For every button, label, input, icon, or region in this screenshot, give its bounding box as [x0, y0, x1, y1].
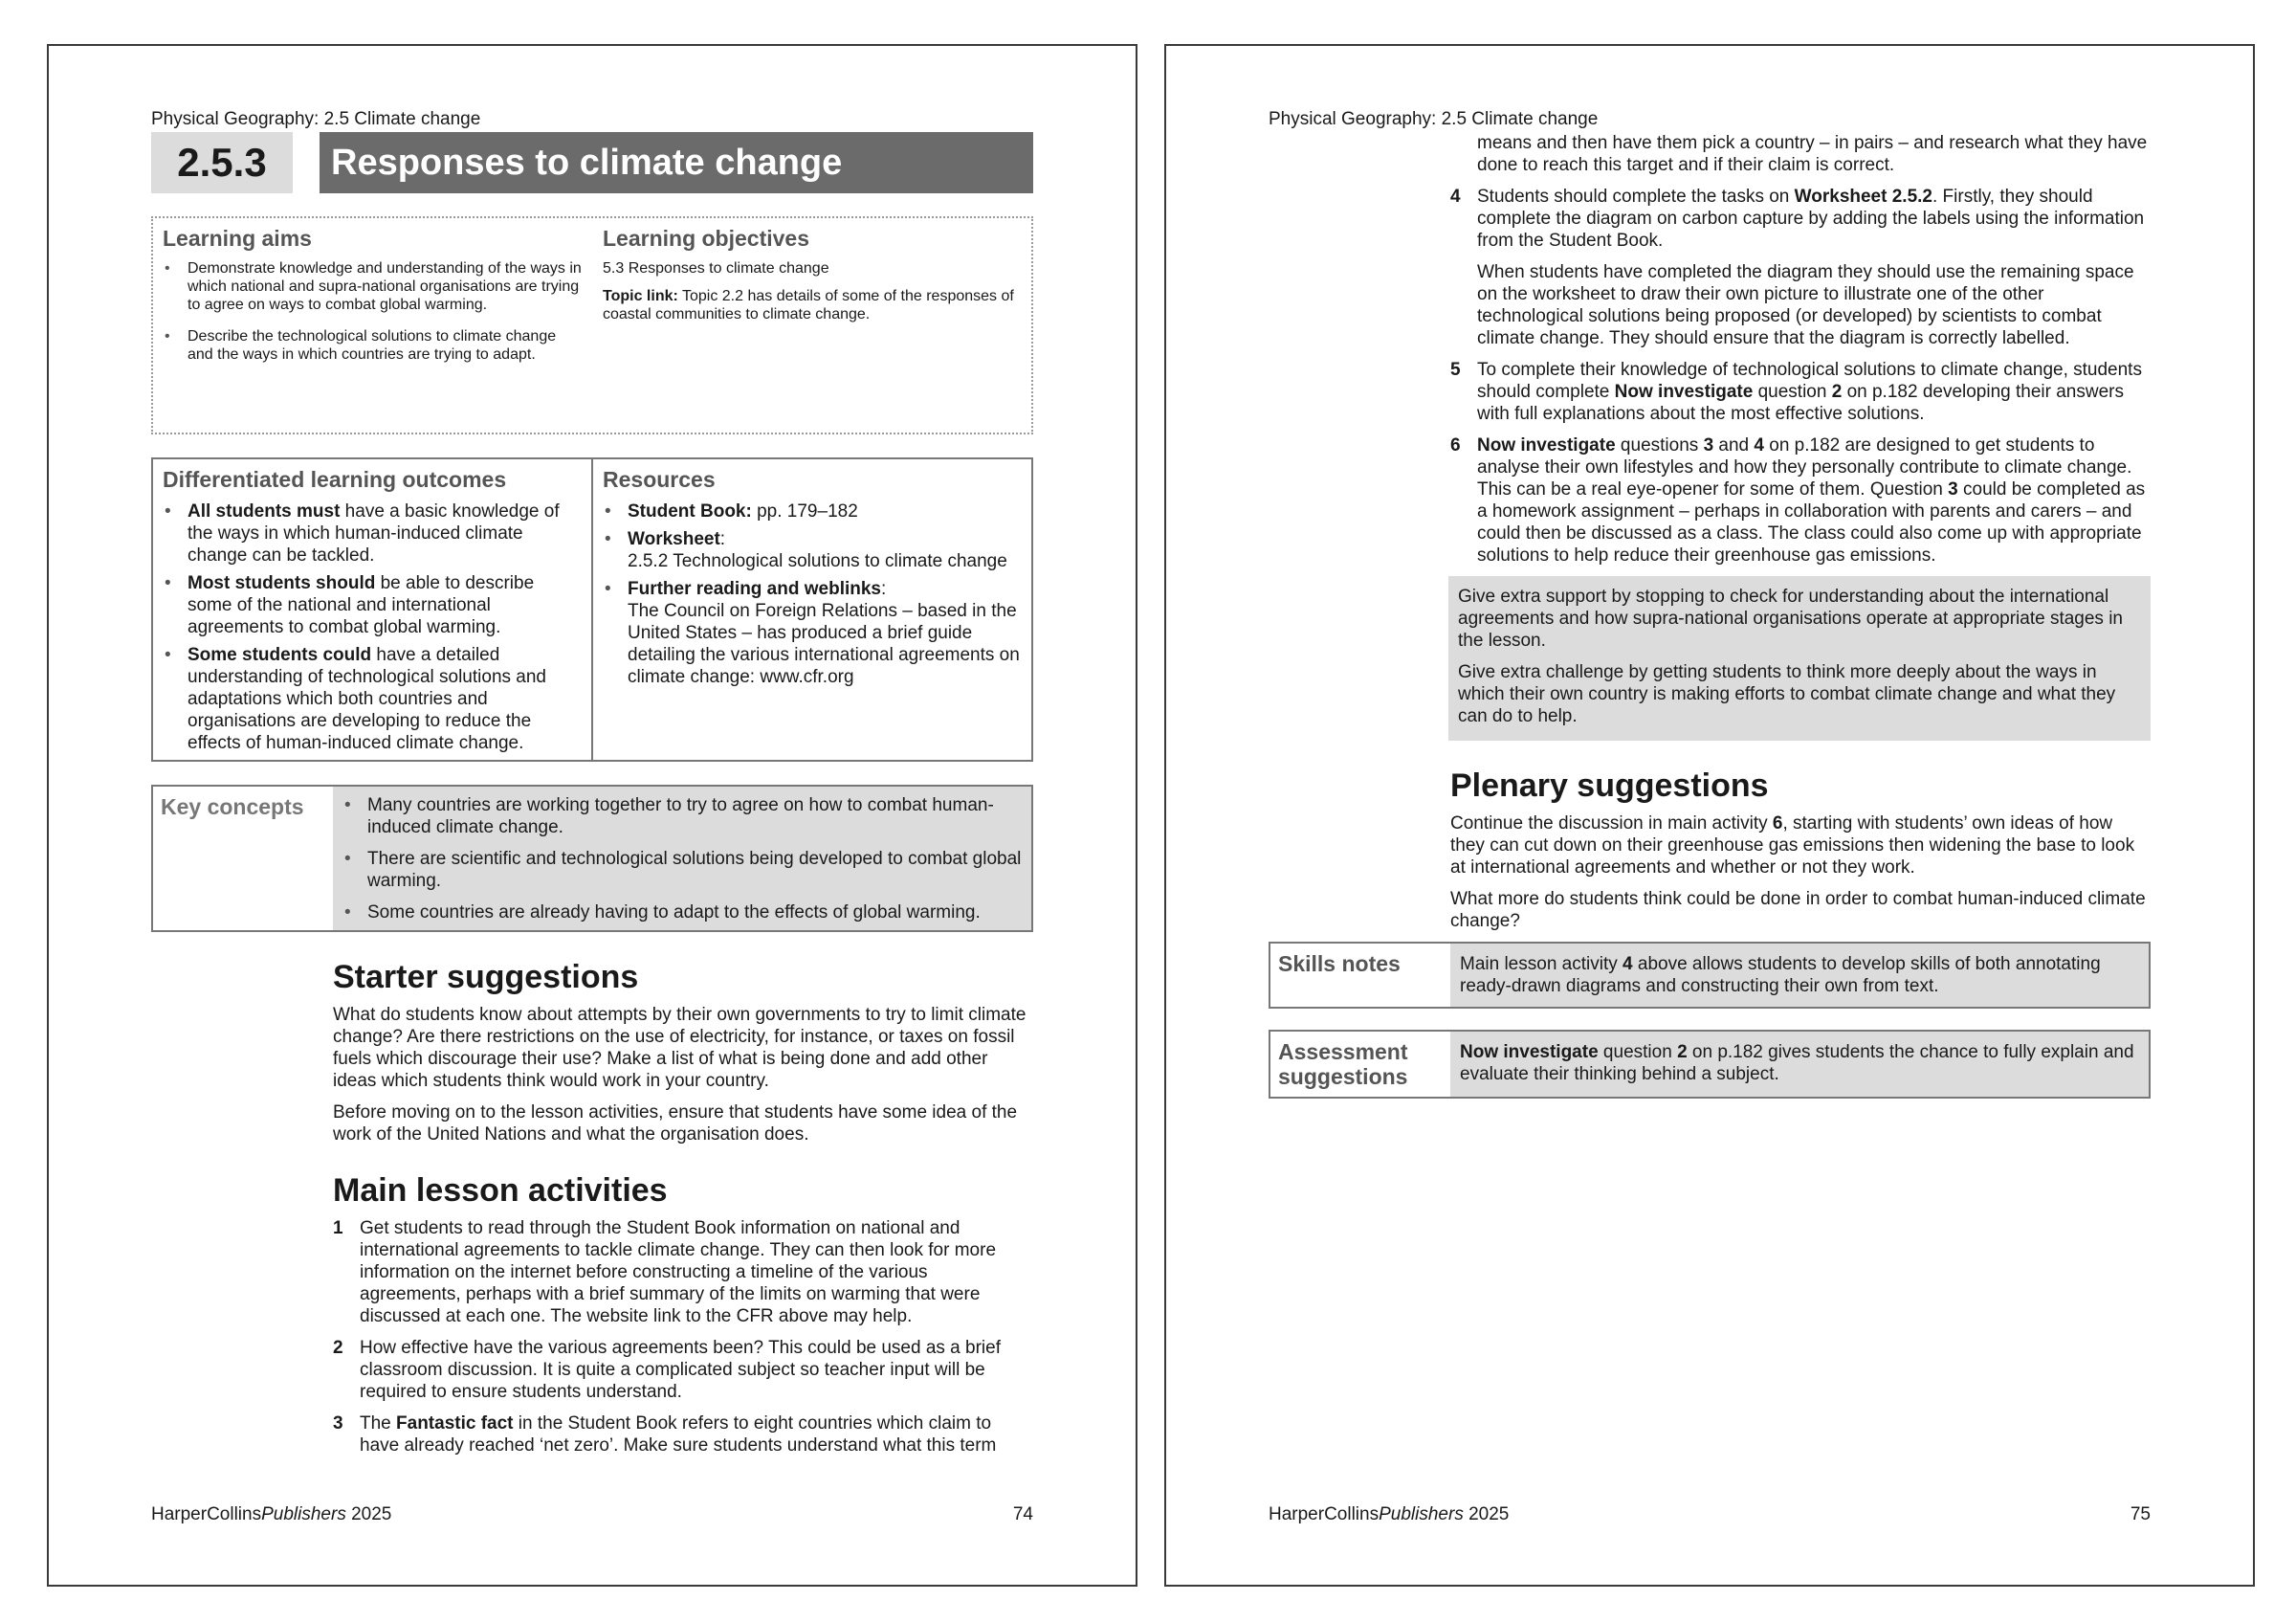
left-page-content	[151, 109, 1033, 1466]
activity-item	[1450, 434, 2151, 567]
resource-label: Further reading and weblinks	[628, 579, 881, 599]
learning-aim-item: • Demonstrate knowledge and understanding of the ways in which national and supra-national organisations are trying to agree on ways to combat global warming.	[188, 259, 584, 314]
footer	[151, 1504, 1033, 1525]
activity-item	[333, 1337, 1033, 1403]
activity-bold: 3	[1703, 435, 1714, 456]
activity-item	[333, 1412, 1033, 1456]
activity-text: When students have completed the diagram they should use the remaining space on the worksheet to draw their own picture to illustrate one of the other technological solutions being proposed (or developed) by scientists to combat climate change. They should ensure that the diagram is correctly labelled.	[1477, 262, 2134, 348]
key-concept-item: • Some countries are already having to adapt to the effects of global warming.	[367, 901, 1022, 923]
right-page-content	[1269, 109, 2151, 1099]
activity-text: and	[1713, 435, 1755, 456]
activity-text: Get students to read through the Student Book information on national and international agreements to tackle climate change. They can then look for more information on the internet before constructing a timeline of the various agreements, perhaps with a brief summary of the limits on warming that were discussed at each one. The website link to the CFR above may help.	[360, 1218, 997, 1326]
resources	[593, 459, 1031, 760]
activity-bold: 3	[1948, 479, 1958, 500]
activity-text: on p.182 are designed to get students to analyse their own lifestyles and how they personally contribute to climate change. This can be a real eye-opener for some of them. Question	[1477, 435, 2132, 500]
resource-detail: The Council on Foreign Relations – based in the United States – has produced a brief guide detailing the various international agreements on climate change: www.cfr.org	[628, 601, 1020, 687]
activity-text: on p.182 developing their answers with full explanations about the most effective solutions.	[1477, 382, 2124, 424]
key-concept-item: • There are scientific and technological solutions being developed to combat global warming.	[367, 848, 1022, 892]
outcome-item	[188, 500, 582, 567]
plenary-paragraph: What more do students think could be done in order to combat human-induced climate change?	[1450, 889, 2146, 931]
support-challenge-box	[1448, 576, 2151, 741]
outcome-item	[188, 572, 582, 638]
starter-section	[333, 959, 1033, 1456]
activity-number: 3	[333, 1413, 343, 1434]
resource-item	[628, 528, 1022, 572]
activity-text: How effective have the various agreements been? This could be used as a brief classroom discussion. It is quite a complicated subject so teacher input will be required to ensure students understand.	[360, 1338, 1001, 1402]
skills-notes-label: Skills notes	[1278, 951, 1401, 976]
plenary-paragraph: Continue the discussion in main activity 6, starting with students’ own ideas of how they can cut down on their greenhouse gas emissions then widening the base to look at international agreements and whether or not they work.	[1450, 813, 2135, 878]
page-number: 74	[1012, 1504, 1033, 1524]
learning-aims-heading: Learning aims	[163, 226, 312, 251]
resource-text: :	[881, 579, 887, 599]
publisher: HarperCollinsPublishers 2025	[151, 1504, 392, 1524]
activity-number: 1	[333, 1218, 343, 1238]
key-concepts-list	[333, 787, 1031, 930]
activity-bold: 4	[1754, 435, 1764, 456]
activity-item	[1450, 186, 2151, 349]
resource-label: Student Book:	[628, 501, 752, 522]
page-number: 75	[2130, 1504, 2151, 1524]
assessment-label: Assessment suggestions	[1278, 1039, 1408, 1089]
footer	[1269, 1504, 2151, 1525]
outcome-text: be able to describe some of the national and international agreements to combat global warming.	[188, 573, 535, 637]
support-paragraph: Give extra support by stopping to check for understanding about the international agreements and how supra-national organisations operate at appropriate stages in the lesson.	[1458, 587, 2124, 651]
learning-aims	[153, 218, 593, 433]
assessment-text: Now investigate question 2 on p.182 gives students the chance to fully explain and evaluate their thinking behind a subject.	[1450, 1032, 2149, 1097]
skills-notes-text: Main lesson activity 4 above allows students to develop skills of both annotating ready-drawn diagrams and constructing their own from text.	[1450, 944, 2149, 1007]
activity-number: 6	[1450, 435, 1461, 456]
assessment-box	[1269, 1030, 2151, 1099]
outcome-level: Some students could	[188, 645, 372, 665]
activity-text: questions	[1615, 435, 1704, 456]
main-activities-continued	[1450, 132, 2151, 567]
activity-bold: Worksheet 2.5.2	[1794, 187, 1932, 207]
activity-number: 2	[333, 1338, 343, 1358]
resource-item	[628, 500, 1022, 522]
plenary-section	[1450, 767, 2151, 932]
activity-text: To complete their knowledge of technological solutions to climate change, students should complete	[1477, 360, 2142, 402]
activity-item	[333, 1217, 1033, 1327]
main-activities-list	[333, 1217, 1033, 1456]
activity-number: 5	[1450, 360, 1461, 380]
aims-objectives-box	[151, 216, 1033, 434]
running-head: Physical Geography: 2.5 Climate change	[1269, 109, 1599, 129]
activity-text: Students should complete the tasks on	[1477, 187, 1795, 207]
activity-bold: Now investigate	[1477, 435, 1616, 456]
resource-text: :	[719, 529, 726, 549]
main-activities-heading: Main lesson activities	[333, 1172, 668, 1209]
activity-text: could be completed as a homework assignment – perhaps in collaboration with parents and carers – and could then be discussed as a class. The class could also come up with appropriate solutions to help reduce their greenhouse gas emissions.	[1477, 479, 2146, 566]
topic-title: Responses to climate change	[320, 132, 1033, 193]
topic-link-label: Topic link:	[603, 288, 678, 304]
activity-text: . Firstly, they should complete the diagram on carbon capture by adding the labels using the information from the Student Book.	[1477, 187, 2145, 251]
outcomes-resources-box	[151, 457, 1033, 762]
activity-text: means and then have them pick a country – in pairs – and research what they have done to reach this target and if their claim is correct.	[1477, 133, 2148, 175]
right-column	[1450, 132, 2151, 932]
learning-aim-item: • Describe the technological solutions to climate change and the ways in which countries are trying to adapt.	[188, 327, 584, 364]
activity-bold: Fantastic fact	[396, 1413, 514, 1434]
learning-objective: 5.3 Responses to climate change	[603, 260, 829, 277]
activity-text: in the Student Book refers to eight countries which claim to have already reached ‘net zero’. Make sure students understand what this term	[360, 1413, 997, 1456]
left-page	[47, 44, 1137, 1587]
publisher: HarperCollinsPublishers 2025	[1269, 1504, 1510, 1524]
skills-notes-box	[1269, 942, 2151, 1009]
activity-item	[1450, 359, 2151, 425]
key-concepts-label: Key concepts	[161, 794, 304, 819]
starter-paragraph: Before moving on to the lesson activities, ensure that students have some idea of the work of the United Nations and what the organisation does.	[333, 1102, 1018, 1145]
activity-number: 4	[1450, 187, 1461, 207]
resource-text: pp. 179–182	[751, 501, 858, 522]
activity-bold: 2	[1831, 382, 1843, 402]
resources-heading: Resources	[603, 467, 716, 492]
topic-link	[603, 287, 1022, 323]
resource-item	[628, 578, 1022, 688]
outcomes-heading: Differentiated learning outcomes	[163, 467, 507, 492]
outcome-level: Most students should	[188, 573, 376, 593]
starter-heading: Starter suggestions	[333, 959, 639, 995]
key-concept-item: • Many countries are working together to try to agree on how to combat human-induced climate change.	[367, 794, 1022, 838]
outcome-text: have a detailed understanding of technological solutions and adaptations which both countries and organisations are developing to reduce the effects of human-induced climate change.	[188, 645, 546, 753]
activity-bold: Now investigate	[1614, 382, 1754, 402]
differentiated-outcomes	[153, 459, 593, 760]
activity-text: The	[360, 1413, 397, 1434]
activity-text: question	[1753, 382, 1832, 402]
activity-continuation	[1450, 132, 2151, 176]
key-concepts-box	[151, 785, 1033, 932]
challenge-paragraph: Give extra challenge by getting students to think more deeply about the ways in which their own country is making efforts to combat climate change and what they can do to help.	[1458, 662, 2116, 726]
topic-number: 2.5.3	[151, 132, 293, 193]
resource-label: Worksheet	[628, 529, 720, 549]
outcome-level: All students must	[188, 501, 341, 522]
running-head: Physical Geography: 2.5 Climate change	[151, 109, 481, 129]
resource-detail: 2.5.2 Technological solutions to climate change	[628, 551, 1007, 571]
topic-link-text: Topic 2.2 has details of some of the responses of coastal communities to climate change.	[603, 288, 1014, 322]
learning-objectives	[593, 218, 1031, 433]
plenary-heading: Plenary suggestions	[1450, 767, 1769, 804]
outcome-text: have a basic knowledge of the ways in which human-induced climate change can be tackled.	[188, 501, 560, 566]
starter-paragraph: What do students know about attempts by their own governments to try to limit climate change? Are there restrictions on the use of electricity, for instance, or taxes on fossil fuels which discourage their use? Make a list of what is being done and add other ideas which students think would work in your country.	[333, 1005, 1027, 1091]
right-page	[1164, 44, 2255, 1587]
learning-objectives-heading: Learning objectives	[603, 226, 810, 251]
outcome-item	[188, 644, 582, 754]
topic-header	[151, 132, 1033, 193]
